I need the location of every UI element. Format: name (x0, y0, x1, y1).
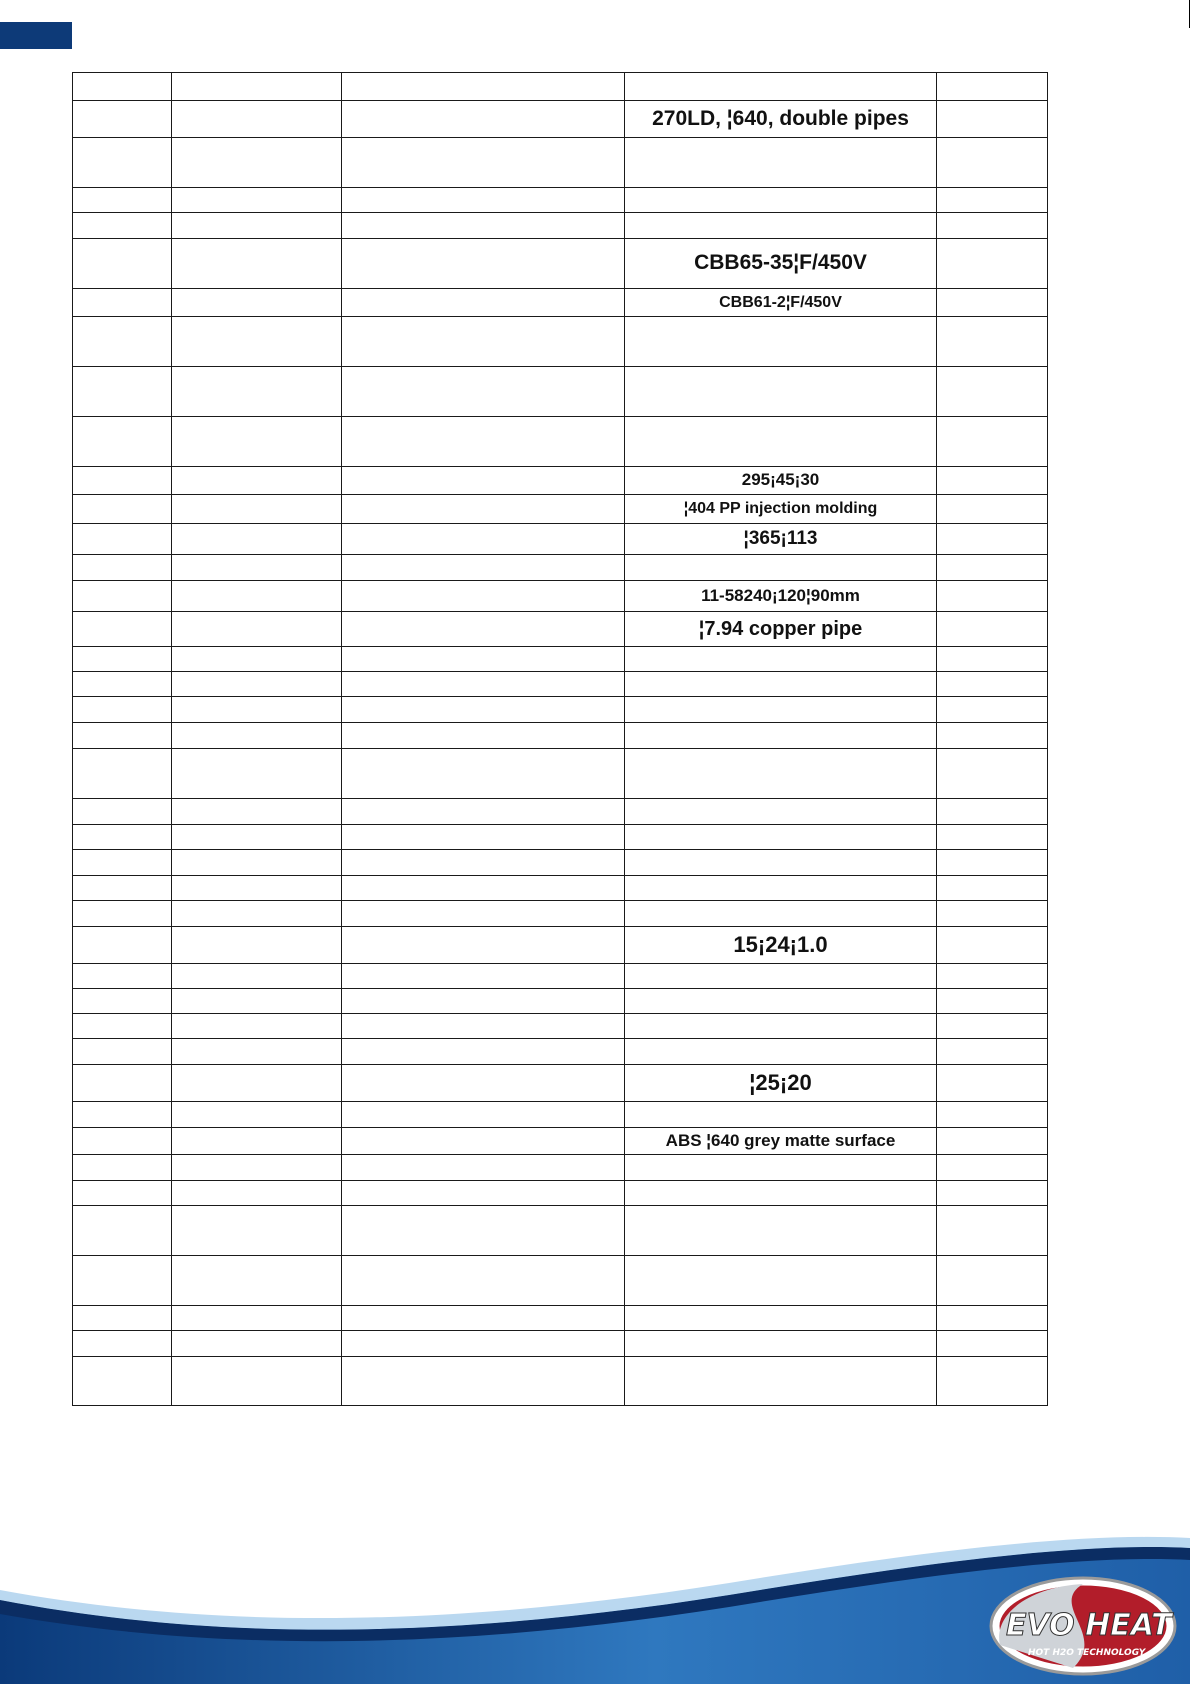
table-row (73, 723, 1048, 749)
spec-value: ¦365¡113 (738, 529, 824, 549)
table-cell (172, 612, 342, 647)
table-cell (73, 495, 172, 524)
table-cell (73, 1181, 172, 1206)
spec-value-cell (625, 1357, 937, 1406)
spec-table-body (73, 73, 1048, 1406)
table-row (73, 1206, 1048, 1256)
table-cell (937, 964, 1048, 989)
spec-value-cell (625, 825, 937, 850)
table-cell (937, 901, 1048, 927)
spec-value-cell (625, 138, 937, 188)
spec-value-cell (625, 581, 937, 612)
table-cell (937, 1039, 1048, 1065)
table-cell (342, 964, 625, 989)
table-cell (172, 317, 342, 367)
spec-value-cell (625, 1039, 937, 1065)
table-row (73, 927, 1048, 964)
table-row (73, 417, 1048, 467)
spec-value-cell (625, 647, 937, 672)
spec-value-cell (625, 239, 937, 289)
table-row (73, 1155, 1048, 1181)
table-row (73, 850, 1048, 876)
table-cell (342, 1039, 625, 1065)
table-cell (937, 524, 1048, 555)
table-cell (937, 138, 1048, 188)
svg-text:HOT H2O TECHNOLOGY: HOT H2O TECHNOLOGY (1028, 1648, 1146, 1658)
table-cell (73, 901, 172, 927)
table-cell (342, 825, 625, 850)
table-cell (342, 467, 625, 495)
table-row (73, 672, 1048, 697)
spec-value-cell (625, 697, 937, 723)
table-cell (172, 188, 342, 213)
table-cell (172, 555, 342, 581)
table-cell (73, 989, 172, 1014)
table-cell (342, 927, 625, 964)
table-cell (937, 1331, 1048, 1357)
table-cell (73, 1014, 172, 1039)
table-row (73, 213, 1048, 239)
table-cell (73, 672, 172, 697)
spec-value-cell (625, 524, 937, 555)
table-cell (172, 73, 342, 101)
table-cell (342, 697, 625, 723)
table-cell (937, 1128, 1048, 1155)
table-cell (73, 799, 172, 825)
table-cell (342, 101, 625, 138)
table-cell (172, 672, 342, 697)
table-row (73, 555, 1048, 581)
evo-heat-logo (988, 1575, 1178, 1677)
table-cell (342, 647, 625, 672)
table-cell (937, 581, 1048, 612)
table-row (73, 1102, 1048, 1128)
spec-value-cell (625, 555, 937, 581)
spec-value-cell (625, 989, 937, 1014)
table-cell (172, 876, 342, 901)
spec-value-cell (625, 749, 937, 799)
table-cell (73, 367, 172, 417)
table-cell (342, 555, 625, 581)
table-cell (342, 1128, 625, 1155)
spec-value-cell (625, 612, 937, 647)
table-cell (73, 1065, 172, 1102)
table-row (73, 495, 1048, 524)
spec-value: 15¡24¡1.0 (727, 933, 833, 956)
table-cell (73, 850, 172, 876)
table-cell (937, 495, 1048, 524)
table-cell (73, 138, 172, 188)
table-row (73, 1256, 1048, 1306)
table-cell (937, 927, 1048, 964)
table-cell (73, 555, 172, 581)
spec-value-cell (625, 467, 937, 495)
table-cell (937, 799, 1048, 825)
spec-value-cell (625, 213, 937, 239)
spec-value-cell (625, 73, 937, 101)
spec-value: 270LD, ¦640, double pipes (646, 108, 915, 130)
table-row (73, 876, 1048, 901)
table-cell (342, 1306, 625, 1331)
table-cell (73, 612, 172, 647)
spec-table (72, 72, 1048, 1406)
table-cell (937, 1306, 1048, 1331)
table-row (73, 1128, 1048, 1155)
table-cell (937, 367, 1048, 417)
spec-value: CBB61-2¦F/450V (713, 295, 848, 312)
table-cell (937, 1102, 1048, 1128)
table-cell (342, 876, 625, 901)
table-cell (73, 239, 172, 289)
spec-value: CBB65-35¦F/450V (688, 252, 873, 274)
table-cell (937, 1065, 1048, 1102)
table-cell (172, 964, 342, 989)
table-cell (73, 73, 172, 101)
table-cell (342, 723, 625, 749)
table-cell (937, 1256, 1048, 1306)
table-cell (172, 647, 342, 672)
table-cell (73, 697, 172, 723)
spec-value-cell (625, 1256, 937, 1306)
spec-value-cell (625, 101, 937, 138)
table-cell (73, 1128, 172, 1155)
table-cell (172, 749, 342, 799)
table-cell (342, 1256, 625, 1306)
table-row (73, 467, 1048, 495)
table-row (73, 647, 1048, 672)
table-cell (172, 1331, 342, 1357)
table-row (73, 524, 1048, 555)
table-cell (73, 927, 172, 964)
table-cell (342, 289, 625, 317)
table-cell (937, 73, 1048, 101)
spec-value: ¦25¡20 (743, 1071, 817, 1094)
spec-value-cell (625, 901, 937, 927)
table-cell (172, 495, 342, 524)
spec-value-cell (625, 1181, 937, 1206)
table-cell (73, 524, 172, 555)
table-cell (937, 213, 1048, 239)
spec-value-cell (625, 876, 937, 901)
table-cell (342, 672, 625, 697)
table-cell (342, 1331, 625, 1357)
table-cell (172, 697, 342, 723)
table-row (73, 289, 1048, 317)
table-row (73, 1014, 1048, 1039)
table-cell (342, 1206, 625, 1256)
spec-value-cell (625, 850, 937, 876)
table-cell (73, 417, 172, 467)
table-cell (937, 1014, 1048, 1039)
spec-value-cell (625, 367, 937, 417)
table-row (73, 239, 1048, 289)
spec-value-cell (625, 1065, 937, 1102)
table-cell (172, 901, 342, 927)
table-cell (73, 289, 172, 317)
table-cell (172, 1155, 342, 1181)
table-cell (73, 1155, 172, 1181)
spec-value-cell (625, 964, 937, 989)
table-cell (342, 138, 625, 188)
table-cell (172, 138, 342, 188)
table-cell (73, 213, 172, 239)
table-cell (172, 1181, 342, 1206)
table-cell (937, 989, 1048, 1014)
table-row (73, 901, 1048, 927)
table-row (73, 73, 1048, 101)
table-cell (937, 417, 1048, 467)
spec-value-cell (625, 1014, 937, 1039)
table-cell (73, 101, 172, 138)
table-cell (342, 1102, 625, 1128)
table-cell (342, 1357, 625, 1406)
table-cell (937, 188, 1048, 213)
table-cell (73, 1306, 172, 1331)
table-cell (73, 1357, 172, 1406)
table-cell (937, 239, 1048, 289)
table-row (73, 1331, 1048, 1357)
spec-value-cell (625, 417, 937, 467)
table-cell (73, 1331, 172, 1357)
spec-value: 295¡45¡30 (736, 471, 826, 489)
table-cell (342, 417, 625, 467)
table-cell (342, 213, 625, 239)
table-cell (342, 749, 625, 799)
table-row (73, 581, 1048, 612)
table-cell (172, 367, 342, 417)
table-cell (172, 581, 342, 612)
table-cell (342, 73, 625, 101)
table-cell (342, 799, 625, 825)
spec-value-cell (625, 188, 937, 213)
table-cell (172, 825, 342, 850)
table-cell (172, 1065, 342, 1102)
spec-value-cell (625, 723, 937, 749)
table-cell (342, 367, 625, 417)
table-cell (342, 188, 625, 213)
table-cell (937, 317, 1048, 367)
table-cell (172, 239, 342, 289)
table-cell (172, 1206, 342, 1256)
svg-text:EVO HEAT: EVO HEAT (1006, 1608, 1172, 1643)
table-cell (342, 901, 625, 927)
spec-value-cell (625, 1102, 937, 1128)
table-cell (172, 1128, 342, 1155)
table-cell (73, 1039, 172, 1065)
table-cell (937, 672, 1048, 697)
table-cell (73, 876, 172, 901)
table-cell (172, 723, 342, 749)
table-row (73, 101, 1048, 138)
spec-value-cell (625, 289, 937, 317)
spec-value-cell (625, 672, 937, 697)
spec-value: ¦404 PP injection molding (678, 501, 884, 518)
spec-value-cell (625, 1331, 937, 1357)
spec-value-cell (625, 317, 937, 367)
spec-value-cell (625, 495, 937, 524)
logo-icon (988, 1575, 1178, 1677)
table-cell (73, 188, 172, 213)
table-row (73, 749, 1048, 799)
table-cell (73, 467, 172, 495)
table-row (73, 188, 1048, 213)
table-cell (172, 927, 342, 964)
table-cell (342, 1155, 625, 1181)
table-cell (342, 317, 625, 367)
table-cell (342, 581, 625, 612)
table-row (73, 989, 1048, 1014)
table-row (73, 697, 1048, 723)
table-cell (342, 524, 625, 555)
table-cell (172, 1102, 342, 1128)
table-cell (342, 239, 625, 289)
table-cell (172, 213, 342, 239)
spec-value: ¦7.94 copper pipe (693, 619, 868, 640)
table-row (73, 367, 1048, 417)
spec-value: ABS ¦640 grey matte surface (660, 1132, 902, 1150)
table-cell (937, 1206, 1048, 1256)
table-cell (172, 989, 342, 1014)
table-cell (172, 850, 342, 876)
table-cell (172, 467, 342, 495)
table-cell (937, 647, 1048, 672)
table-cell (73, 647, 172, 672)
table-row (73, 1065, 1048, 1102)
table-row (73, 612, 1048, 647)
table-cell (73, 317, 172, 367)
table-cell (342, 1065, 625, 1102)
table-cell (937, 825, 1048, 850)
table-cell (937, 101, 1048, 138)
corner-tab (0, 22, 72, 49)
table-cell (73, 964, 172, 989)
table-cell (937, 850, 1048, 876)
spec-value-cell (625, 1306, 937, 1331)
table-row (73, 964, 1048, 989)
table-cell (937, 876, 1048, 901)
table-cell (73, 825, 172, 850)
table-cell (172, 101, 342, 138)
table-cell (172, 524, 342, 555)
table-cell (937, 467, 1048, 495)
table-cell (73, 749, 172, 799)
table-cell (342, 1181, 625, 1206)
table-row (73, 1181, 1048, 1206)
table-cell (172, 1306, 342, 1331)
table-cell (172, 799, 342, 825)
table-cell (73, 1206, 172, 1256)
table-cell (342, 850, 625, 876)
table-row (73, 138, 1048, 188)
table-cell (937, 555, 1048, 581)
table-cell (937, 1357, 1048, 1406)
table-cell (937, 612, 1048, 647)
table-cell (937, 697, 1048, 723)
table-cell (937, 289, 1048, 317)
table-cell (172, 417, 342, 467)
table-cell (73, 581, 172, 612)
table-row (73, 317, 1048, 367)
table-row (73, 1357, 1048, 1406)
table-cell (73, 1256, 172, 1306)
table-cell (937, 749, 1048, 799)
table-cell (342, 495, 625, 524)
spec-value-cell (625, 1128, 937, 1155)
table-cell (342, 989, 625, 1014)
table-cell (937, 1181, 1048, 1206)
table-row (73, 825, 1048, 850)
table-cell (172, 1014, 342, 1039)
table-cell (73, 723, 172, 749)
table-cell (73, 1102, 172, 1128)
table-row (73, 799, 1048, 825)
table-cell (172, 1039, 342, 1065)
spec-value-cell (625, 1206, 937, 1256)
table-cell (937, 723, 1048, 749)
table-row (73, 1306, 1048, 1331)
table-cell (172, 289, 342, 317)
spec-value-cell (625, 927, 937, 964)
table-cell (937, 1155, 1048, 1181)
table-cell (172, 1357, 342, 1406)
table-cell (342, 612, 625, 647)
spec-value-cell (625, 799, 937, 825)
spec-value-cell (625, 1155, 937, 1181)
spec-value: 11-58240¡120¦90mm (695, 587, 866, 605)
table-row (73, 1039, 1048, 1065)
table-cell (342, 1014, 625, 1039)
table-cell (172, 1256, 342, 1306)
